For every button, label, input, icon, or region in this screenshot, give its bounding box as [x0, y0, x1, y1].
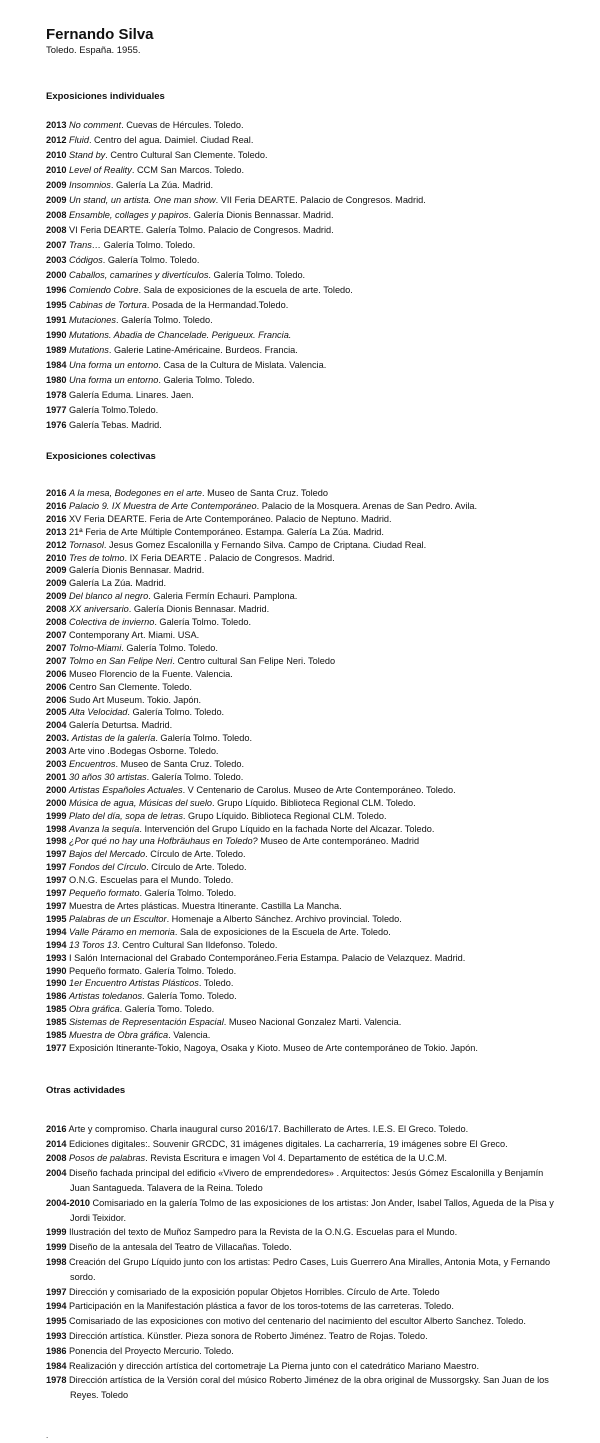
entry-title: Mutations. Abadia de Chancelade. Perigueux. Francia. [69, 330, 292, 340]
entry-title: 1er Encuentro Artistas Plásticos [69, 978, 199, 989]
entry-details: . Círculo de Arte. Toledo. [146, 862, 247, 873]
entry-year: 1990 [46, 978, 67, 989]
list-item [46, 328, 554, 343]
list-item [46, 238, 554, 253]
entry-year: 1989 [46, 345, 67, 355]
entry-year: 1985 [46, 1004, 67, 1015]
list-item [46, 163, 554, 178]
entry-title: Palacio 9. IX Muestra de Arte Contemporáneo [69, 500, 257, 511]
list-item [46, 1016, 554, 1029]
list-item [46, 487, 554, 500]
entry-year: 2003. [46, 733, 69, 744]
entry-details: Realización y dirección artística del cortometraje La Pierna junto con el catedrático Mariano Maestro. [69, 1360, 480, 1371]
list-item [46, 148, 554, 163]
list-item [46, 513, 554, 526]
entry-year: 1998 [46, 823, 67, 834]
entry-details: . Galería La Zúa. Madrid. [110, 180, 214, 190]
list-item [46, 358, 554, 373]
entry-details: 21ª Feria de Arte Múltiple Contemporáneo. Estampa. Galería La Zúa. Madrid. [69, 526, 384, 537]
entry-year: 1993 [46, 952, 67, 963]
entry-year: 1997 [46, 888, 67, 899]
entry-title: XX aniversario [69, 604, 129, 615]
list-item [46, 268, 554, 283]
entry-details: Diseño fachada principal del edificio «Vivero de emprendedores» . Arquitectos: Jesús Gómez Escalonilla y Benjamín Juan Santagueda. Talavera de la Reina. Toledo [69, 1168, 544, 1194]
entry-details: Creación del Grupo Líquido junto con los artistas: Pedro Cases, Luis Guerrero Ana Miralles, Antonia Mota, y Fernando sordo. [69, 1257, 551, 1282]
entry-title: A la mesa, Bodegones en el arte [69, 488, 202, 498]
entry-details: . Toledo. [198, 978, 234, 989]
entry-details: . Galería Dionis Bennasar. Madrid. [128, 604, 270, 615]
list-item [46, 1029, 554, 1042]
list-item [46, 939, 554, 952]
list-item [46, 403, 554, 418]
entry-title: Música de agua, Músicas del suelo [69, 797, 213, 808]
entry-title: 30 años 30 artistas [69, 771, 147, 782]
entry-details: . CCM San Marcos. Toledo. [131, 165, 245, 175]
entry-details: . Galeria Fermín Echauri. Pamplona. [148, 591, 298, 602]
list-item [46, 887, 554, 900]
list-item [46, 418, 554, 433]
list-item [46, 616, 554, 629]
list-item [46, 1225, 554, 1240]
entry-year: 1978 [46, 390, 67, 400]
footer-mark: . [46, 1431, 49, 1440]
entry-details: XV Feria DEARTE. Feria de Arte Contemporáneo. Palacio de Neptuno. Madrid. [69, 513, 392, 524]
list-item [46, 1344, 554, 1359]
entry-year: 2009 [46, 578, 67, 589]
list-item [46, 745, 554, 758]
list-item [46, 118, 554, 133]
list-item [46, 900, 554, 913]
entry-details: . Galería Tolmo. Toledo. [208, 270, 306, 280]
entry-title: Encuentros [69, 759, 116, 770]
entry-year: 1994 [46, 926, 67, 937]
entry-details: . Museo de Santa Cruz. Toledo. [115, 759, 245, 770]
entry-details: . Galería Dionis Bennassar. Madrid. [188, 210, 334, 220]
entry-details: VI Feria DEARTE. Galería Tolmo. Palacio de Congresos. Madrid. [69, 225, 334, 235]
entry-title: Comiendo Cobre [69, 285, 139, 295]
list-item [46, 823, 554, 836]
list-item [46, 178, 554, 193]
entry-details: . Galería Tolmo. Toledo. [127, 707, 225, 718]
entry-year: 2000 [46, 784, 67, 795]
entry-year: 2006 [46, 668, 67, 679]
entry-year: 2006 [46, 694, 67, 705]
entry-details: . Centro cultural San Felipe Neri. Toledo [172, 655, 336, 666]
entry-details: . Galería Tolmo. Toledo. [116, 315, 213, 325]
entry-details: Galería Deturtsa. Madrid. [69, 720, 173, 731]
entry-title: Caballos, camarines y divertículos [69, 270, 209, 280]
entry-year: 1995 [46, 1316, 67, 1327]
entry-details: . Posada de la Hermandad.Toledo. [146, 300, 289, 310]
entry-year: 2008 [46, 210, 67, 220]
list-item [46, 797, 554, 810]
entry-title: Stand by [69, 150, 106, 160]
entry-title: ¿Por qué no hay una Hofbräuhaus en Toledo? [69, 836, 258, 847]
entry-title: Una forma un entorno [69, 375, 159, 385]
list-item [46, 373, 554, 388]
entry-year: 2003 [46, 746, 67, 757]
entry-year: 2005 [46, 707, 67, 718]
entry-details: . Intervención del Grupo Líquido en la fachada Norte del Alcazar. Toledo. [139, 823, 435, 834]
entry-details: . Centro Cultural San Clemente. Toledo. [105, 150, 268, 160]
entry-year: 2007 [46, 655, 67, 666]
list-item [46, 810, 554, 823]
list-item [46, 603, 554, 616]
entry-details: Diseño de la antesala del Teatro de Villacañas. Toledo. [69, 1242, 292, 1253]
entry-title: Ensamble, collages y papiros [69, 210, 189, 220]
entry-title: Avanza la sequía [69, 823, 140, 834]
entry-details: . Galería Tolmo. Toledo. [139, 888, 237, 899]
list-item [46, 1042, 554, 1055]
list-item [46, 193, 554, 208]
list-item [46, 208, 554, 223]
artist-origin: Toledo. España. 1955. [46, 45, 141, 56]
list-item [46, 388, 554, 403]
entry-details: . Revista Escritura e imagen Vol 4. Departamento de estética de la U.C.M. [145, 1153, 447, 1164]
entry-year: 2007 [46, 240, 67, 250]
entry-title: Palabras de un Escultor [69, 913, 167, 924]
entry-details: Participación en la Manifestación plástica a favor de los toros-totems de las carreteras. Toledo. [69, 1301, 454, 1312]
entry-details: . Galería Tolmo. Toledo. [155, 733, 253, 744]
list-item [46, 283, 554, 298]
entry-details: . Galería Tolmo. Toledo. [146, 771, 244, 782]
list-item [46, 1359, 554, 1374]
entry-year: 2008 [46, 225, 67, 235]
entry-title: Tolmo en San Felipe Neri [69, 655, 173, 666]
list-item [46, 681, 554, 694]
entry-details: . Museo de Santa Cruz. Toledo [201, 488, 328, 498]
entry-details: . Sala de exposiciones de la Escuela de Arte. Toledo. [174, 926, 391, 937]
entry-details: . Palacio de la Mosquera. Arenas de San Pedro. Avila. [256, 500, 478, 511]
list-item [46, 668, 554, 681]
list-item [46, 694, 554, 707]
entry-details: . Galeria Tolmo. Toledo. [158, 375, 255, 385]
entry-details: Muestra de Artes plásticas. Muestra Itinerante. Castilla La Mancha. [69, 901, 342, 911]
entry-year: 1993 [46, 1331, 67, 1342]
entry-details: Comisariado de las exposiciones con motivo del centenario del nacimiento del escultor Alberto Sanchez. Toledo. [69, 1316, 526, 1327]
entry-details: . Jesus Gomez Escalonilla y Fernando Silva. Campo de Criptana. Ciudad Real. [103, 539, 427, 550]
entry-title: Fondos del Círculo [69, 862, 147, 873]
list-item [46, 642, 554, 655]
list-item [46, 1299, 554, 1314]
entry-year: 2009 [46, 591, 67, 602]
entry-year: 1994 [46, 939, 67, 950]
entry-year: 2004 [46, 1168, 67, 1179]
entry-details: . Galería Tolmo. Toledo. [121, 642, 218, 653]
entry-year: 2009 [46, 180, 67, 190]
list-item [46, 732, 554, 745]
entry-title: 13 Toros 13 [69, 939, 118, 950]
entry-details: . Grupo Líquido. Biblioteca Regional CLM. Toledo. [212, 797, 416, 808]
entry-year: 2000 [46, 797, 67, 808]
entry-title: Muestra de Obra gráfica [69, 1030, 169, 1041]
entry-year: 1991 [46, 315, 67, 325]
entry-details: . Grupo Líquido. Biblioteca Regional CLM. Toledo. [182, 810, 387, 821]
list-item [46, 590, 554, 603]
entry-year: 2008 [46, 617, 67, 628]
collective-exhibitions-list [46, 487, 554, 1055]
entry-year: 2001 [46, 771, 67, 782]
entry-year: 1976 [46, 420, 67, 430]
entry-details: . Sala de exposiciones de la escuela de arte. Toledo. [138, 285, 353, 295]
entry-title: Tolmo-Miami [69, 642, 122, 653]
list-item [46, 1329, 554, 1344]
entry-title: Mutaciones [69, 315, 116, 325]
entry-details: . Homenaje a Alberto Sánchez. Archivo provincial. Toledo. [166, 913, 402, 924]
entry-year: 2003 [46, 759, 67, 770]
entry-year: 2008 [46, 1153, 67, 1164]
entry-title: Del blanco al negro [69, 591, 149, 602]
entry-details: . IX Feria DEARTE . Palacio de Congresos. Madrid. [124, 552, 335, 563]
entry-year: 2014 [46, 1138, 67, 1149]
entry-title: Artistas Españoles Actuales [69, 784, 183, 795]
list-item [46, 926, 554, 939]
entry-year: 2004-2010 [46, 1197, 90, 1208]
entry-details: Dirección artística. Künstler. Pieza sonora de Roberto Jiménez. Teatro de Rojas. Toledo. [69, 1331, 428, 1342]
entry-details: Galería La Zúa. Madrid. [69, 578, 167, 589]
list-item [46, 298, 554, 313]
entry-year: 2016 [46, 500, 67, 511]
list-item [46, 629, 554, 642]
entry-details: Galería Tolmo. Toledo. [101, 240, 196, 250]
list-item [46, 577, 554, 590]
list-item [46, 526, 554, 539]
list-item [46, 539, 554, 552]
entry-year: 1997 [46, 901, 67, 911]
list-item [46, 861, 554, 874]
entry-details: Museo de Arte contemporáneo. Madrid [257, 836, 420, 847]
list-item [46, 952, 554, 965]
entry-year: 2007 [46, 642, 67, 653]
entry-year: 2013 [46, 120, 67, 130]
entry-details: Galería Tebas. Madrid. [69, 420, 162, 430]
entry-details: . V Centenario de Carolus. Museo de Arte Contemporáneo. Toledo. [182, 784, 456, 795]
entry-details: Galería Dionis Bennasar. Madrid. [69, 565, 205, 576]
entry-title: Bajos del Mercado [69, 849, 146, 860]
entry-title: Fluid [69, 135, 89, 145]
list-item [46, 719, 554, 732]
entry-details: . Centro Cultural San Ildefonso. Toledo. [117, 939, 278, 950]
individual-exhibitions-list [46, 118, 554, 433]
entry-title: Alta Velocidad [69, 707, 128, 718]
list-item [46, 1137, 554, 1152]
list-item [46, 977, 554, 990]
list-item [46, 253, 554, 268]
entry-year: 2012 [46, 135, 67, 145]
entry-title: Obra gráfica [69, 1004, 120, 1015]
entry-year: 1984 [46, 360, 67, 370]
entry-details: Centro San Clemente. Toledo. [69, 681, 192, 692]
entry-details: . Museo Nacional Gonzalez Marti. Valencia. [223, 1017, 402, 1028]
entry-details: . Galería Tomo. Toledo. [142, 991, 237, 1002]
entry-title: Un stand, un artista. One man show [69, 195, 216, 205]
entry-details: . Círculo de Arte. Toledo. [145, 849, 246, 860]
entry-title: Tornasol [69, 539, 104, 550]
entry-details: Contemporany Art. Miami. USA. [69, 629, 200, 640]
entry-year: 1999 [46, 1242, 67, 1253]
entry-year: 1999 [46, 1227, 67, 1238]
list-item [46, 552, 554, 565]
entry-title: Colectiva de invierno [69, 617, 155, 628]
section-title-individual: Exposiciones individuales [46, 91, 165, 102]
entry-title: Códigos [69, 255, 103, 265]
entry-details: . Galería Tolmo. Toledo. [154, 617, 252, 628]
entry-title: Artistas de la galería [71, 733, 156, 744]
entry-details: Museo Florencio de la Fuente. Valencia. [69, 668, 233, 679]
list-item [46, 1003, 554, 1016]
entry-title: Mutations [69, 345, 109, 355]
entry-year: 2010 [46, 150, 67, 160]
entry-title: Insomnios [69, 180, 111, 190]
entry-details: . Cuevas de Hércules. Toledo. [121, 120, 244, 130]
list-item [46, 1122, 554, 1137]
entry-details: Ilustración del texto de Muñoz Sampedro para la Revista de la O.N.G. Escuelas para el Mundo. [69, 1227, 458, 1238]
entry-year: 1977 [46, 405, 67, 415]
entry-details: Ponencia del Proyecto Mercurio. Toledo. [69, 1345, 234, 1356]
list-item [46, 343, 554, 358]
section-title-other: Otras actividades [46, 1084, 126, 1096]
list-item [46, 1314, 554, 1329]
entry-title: Pequeño formato [69, 888, 140, 899]
entry-details: Dirección y comisariado de la exposición popular Objetos Horribles. Círculo de Arte. Toledo [69, 1286, 440, 1297]
entry-details: Arte y compromiso. Charla inaugural curso 2016/17. Bachillerato de Artes. I.E.S. El Greco. Toledo. [68, 1123, 469, 1134]
entry-year: 1986 [46, 1345, 67, 1356]
entry-title: Valle Páramo en memoria [69, 926, 175, 937]
entry-title: Posos de palabras [69, 1153, 146, 1164]
entry-year: 2007 [46, 629, 67, 640]
entry-details: Galería Tolmo.Toledo. [69, 405, 159, 415]
entry-year: 2010 [46, 165, 67, 175]
entry-year: 2009 [46, 195, 67, 205]
list-item [46, 1151, 554, 1166]
entry-year: 2000 [46, 270, 67, 280]
entry-year: 2016 [46, 488, 67, 498]
entry-year: 1997 [46, 849, 67, 860]
entry-year: 1994 [46, 1301, 67, 1312]
entry-year: 1980 [46, 375, 67, 385]
entry-year: 1986 [46, 991, 67, 1002]
entry-details: . Galería Tolmo. Toledo. [102, 255, 200, 265]
entry-year: 1997 [46, 1286, 67, 1297]
entry-details: . Galería Tomo. Toledo. [119, 1004, 215, 1015]
entry-year: 2012 [46, 539, 67, 550]
list-item [46, 784, 554, 797]
entry-year: 1997 [46, 875, 67, 886]
entry-details: . Centro del agua. Daimiel. Ciudad Real. [88, 135, 254, 145]
entry-year: 1990 [46, 965, 67, 976]
list-item [46, 1166, 554, 1196]
list-item [46, 655, 554, 668]
entry-year: 2010 [46, 552, 67, 563]
entry-details: O.N.G. Escuelas para el Mundo. Toledo. [69, 875, 234, 886]
list-item [46, 965, 554, 978]
entry-details: Exposición Itinerante-Tokio, Nagoya, Osaka y Kioto. Museo de Arte contemporáneo de Tokio. Japón. [69, 1042, 478, 1053]
list-item [46, 564, 554, 577]
section-title-collective: Exposiciones colectivas [46, 451, 156, 462]
entry-title: Tres de tolmo [69, 552, 125, 563]
entry-year: 1996 [46, 285, 67, 295]
list-item [46, 1196, 554, 1226]
entry-details: Galería Eduma. Linares. Jaen. [69, 390, 194, 400]
entry-year: 1985 [46, 1030, 67, 1041]
entry-year: 2003 [46, 255, 67, 265]
list-item [46, 223, 554, 238]
list-item [46, 1285, 554, 1300]
list-item [46, 706, 554, 719]
entry-details: . Galerie Latine-Américaine. Burdeos. Francia. [108, 345, 298, 355]
list-item [46, 133, 554, 148]
entry-year: 1995 [46, 300, 67, 310]
other-activities-list [46, 1122, 554, 1403]
entry-year: 2016 [46, 513, 67, 524]
list-item [46, 848, 554, 861]
entry-details: Arte vino .Bodegas Osborne. Toledo. [68, 746, 219, 757]
entry-year: 2013 [46, 526, 67, 537]
entry-year: 1978 [46, 1375, 67, 1386]
entry-title: Artistas toledanos [69, 991, 143, 1002]
entry-year: 1985 [46, 1017, 67, 1028]
list-item [46, 874, 554, 887]
entry-title: Trans… [69, 240, 102, 250]
entry-details: I Salón Internacional del Grabado Contemporáneo.Feria Estampa. Palacio de Velazquez. Madrid. [69, 952, 466, 963]
entry-year: 1990 [46, 330, 67, 340]
entry-details: . VII Feria DEARTE. Palacio de Congresos. Madrid. [215, 195, 426, 205]
list-item [46, 500, 554, 513]
entry-title: Cabinas de Tortura [69, 300, 147, 310]
list-item [46, 835, 554, 848]
entry-details: Pequeño formato. Galería Tolmo. Toledo. [69, 965, 237, 976]
entry-title: Level of Reality [69, 165, 132, 175]
entry-title: Sistemas de Representación Espacial [69, 1017, 224, 1028]
entry-year: 2006 [46, 681, 67, 692]
entry-year: 1984 [46, 1360, 67, 1371]
list-item [46, 758, 554, 771]
entry-details: Comisariado en la galería Tolmo de las exposiciones de los artistas: Jon Ander, Isabel Tallos, Agueda de la Pisa y Jordi Teixidor. [70, 1197, 554, 1223]
list-item [46, 771, 554, 784]
entry-year: 1999 [46, 810, 67, 821]
entry-year: 1998 [46, 836, 67, 847]
entry-details: Sudo Art Museum. Tokio. Japón. [69, 694, 202, 705]
entry-details: Ediciones digitales:. Souvenir GRCDC, 31 imágenes digitales. La cacharrería, 19 imágenes sobre El Greco. [69, 1138, 508, 1149]
entry-details: Dirección artística de la Versión coral del músico Roberto Jiménez de la obra original de Mussorgsky. San Juan de los Reyes. Toledo [69, 1375, 549, 1401]
entry-title: Una forma un entorno [69, 360, 159, 370]
entry-details: . Casa de la Cultura de Mislata. Valencia. [158, 360, 327, 370]
entry-year: 1997 [46, 862, 67, 873]
list-item [46, 313, 554, 328]
entry-title: No comment [69, 120, 122, 130]
list-item [46, 1240, 554, 1255]
artist-name: Fernando Silva [46, 26, 154, 43]
entry-year: 2016 [46, 1123, 67, 1134]
entry-year: 1995 [46, 913, 67, 924]
list-item [46, 1255, 554, 1285]
entry-details: . Valencia. [168, 1030, 211, 1041]
list-item [46, 913, 554, 926]
entry-title: Plato del día, sopa de letras [69, 810, 183, 821]
list-item [46, 1373, 554, 1403]
entry-year: 1977 [46, 1042, 67, 1053]
list-item [46, 990, 554, 1003]
entry-year: 2004 [46, 720, 67, 731]
entry-year: 2008 [46, 604, 67, 615]
entry-year: 2009 [46, 565, 67, 576]
entry-year: 1998 [46, 1257, 67, 1268]
